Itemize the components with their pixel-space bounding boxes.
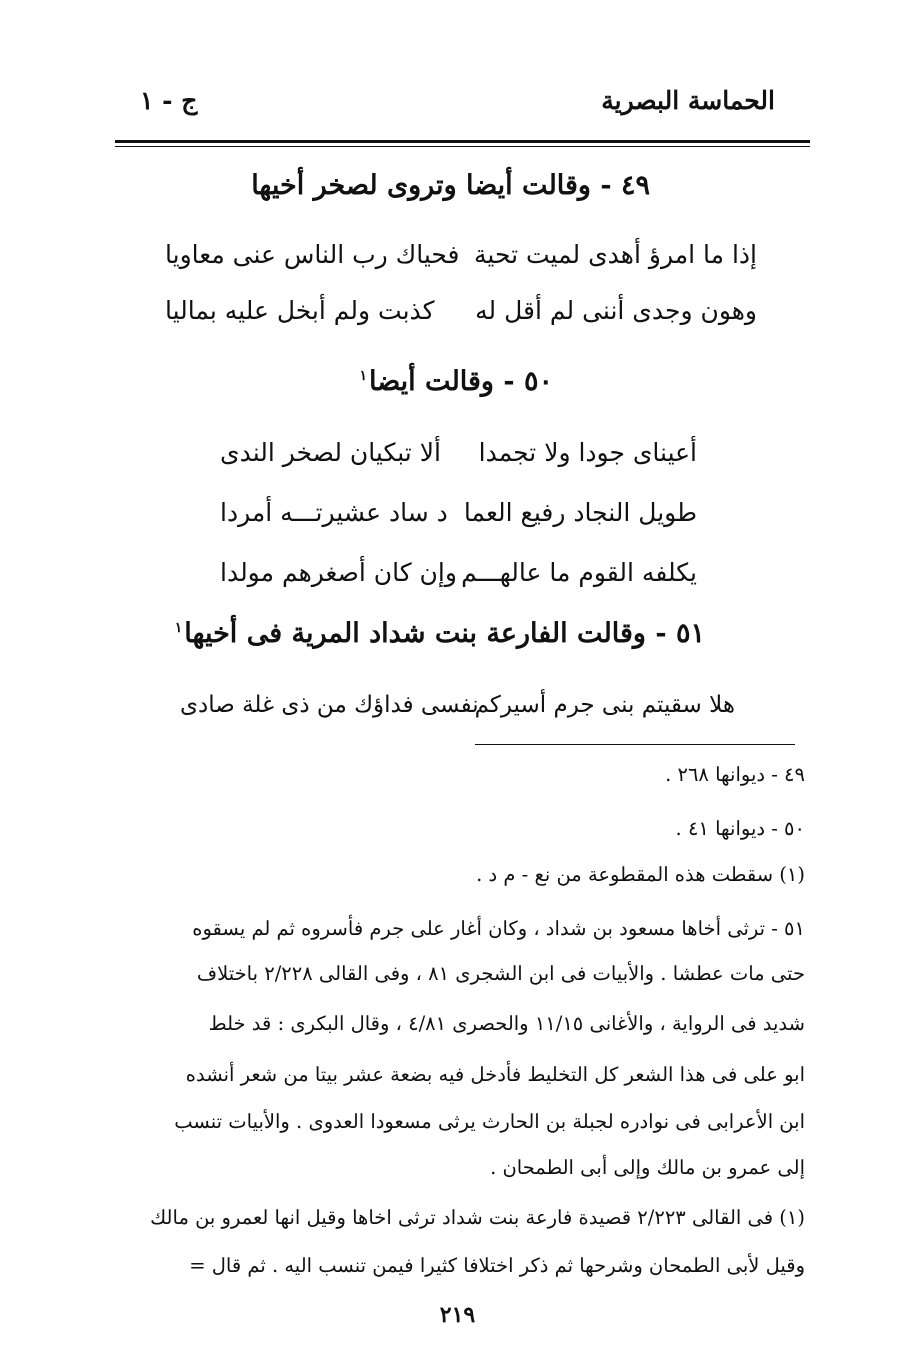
- header-rule-thick: [115, 140, 810, 143]
- note-line: ابو على فى هذا الشعر كل التخليط فأدخل فيه بضعة عشر بيتا من شعر أنشده: [185, 1063, 805, 1086]
- running-title: الحماسة البصرية: [601, 86, 775, 115]
- section-51-heading: [175, 618, 705, 649]
- section-51-footnote-mark: ١: [174, 620, 183, 636]
- section-51-title: ٥١ - وقالت الفارعة بنت شداد المرية فى أخيها: [184, 618, 705, 649]
- note-line: ابن الأعرابى فى نوادره لجبلة بن الحارث يرثى مسعودا العدوى . والأبيات تنسب: [174, 1110, 805, 1133]
- verse-50-1-first: أعيناى جودا ولا تجمدا: [478, 438, 697, 467]
- verse-49-2-second: كذبت ولم أبخل عليه بماليا: [165, 296, 435, 325]
- note-line: (١) سقطت هذه المقطوعة من نع - م د .: [476, 863, 805, 886]
- header-rule-thin: [115, 146, 810, 147]
- notes-separator: [475, 744, 795, 745]
- verse-51-1-second: نفسى فداؤك من ذى غلة صادى: [180, 692, 479, 718]
- section-50-heading: [359, 366, 553, 397]
- volume-label: ج - ١: [140, 86, 198, 115]
- note-line: ٥٠ - ديوانها ٤١ .: [675, 817, 805, 840]
- note-line: وقيل لأبى الطمحان وشرحها ثم ذكر اختلافا كثيرا فيمن تنسب اليه . ثم قال =: [189, 1254, 805, 1277]
- verse-50-3-second: وإن كان أصغرهم مولدا: [220, 558, 457, 587]
- verse-49-1-first: إذا ما امرؤ أهدى لميت تحية: [474, 240, 757, 269]
- note-line: شديد فى الرواية ، والأغانى ١١/١٥ والحصرى ٤/٨١ ، وقال البكرى : قد خلط: [208, 1012, 805, 1035]
- verse-50-3-first: يكلفه القوم ما عالهـــم: [461, 558, 697, 587]
- section-50-title: ٥٠ - وقالت أيضا: [369, 366, 553, 397]
- verse-49-1-second: فحياك رب الناس عنى معاويا: [165, 240, 460, 269]
- verse-49-2-first: وهون وجدى أننى لم أقل له: [475, 296, 757, 325]
- verse-51-1-first: هلا سقيتم بنى جرم أسيركم: [474, 692, 735, 718]
- verse-50-2-first: طويل النجاد رفيع العما: [463, 498, 697, 527]
- verse-50-2-second: د ساد عشيرتـــه أمردا: [220, 498, 448, 527]
- section-50-footnote-mark: ١: [359, 368, 367, 384]
- verse-50-1-second: ألا تبكيان لصخر الندى: [220, 438, 441, 467]
- note-line: حتى مات عطشا . والأبيات فى ابن الشجرى ٨١ ، وفى القالى ٢/٢٢٨ باختلاف: [196, 962, 805, 985]
- note-line: ٥١ - ترثى أخاها مسعود بن شداد ، وكان أغار على جرم فأسروه ثم لم يسقوه: [192, 917, 805, 940]
- note-line: ٤٩ - ديوانها ٢٦٨ .: [665, 763, 805, 786]
- note-line: (١) فى القالى ٢/٢٢٣ قصيدة فارعة بنت شداد ترثى اخاها وقيل انها لعمرو بن مالك: [150, 1206, 805, 1229]
- note-line: إلى عمرو بن مالك وإلى أبى الطمحان .: [490, 1156, 805, 1179]
- section-49-heading: ٤٩ - وقالت أيضا وتروى لصخر أخيها: [251, 170, 650, 201]
- page-number: ٢١٩: [439, 1302, 476, 1328]
